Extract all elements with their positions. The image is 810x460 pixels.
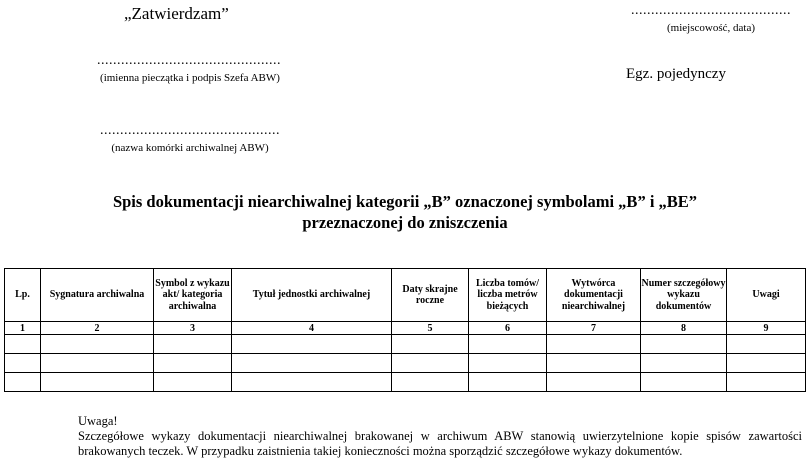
table-cell xyxy=(547,335,641,354)
col-number: 8 xyxy=(641,322,727,335)
table-cell xyxy=(5,354,41,373)
col-dates: Daty skrajne roczne xyxy=(392,269,469,322)
col-symbol: Symbol z wykazu akt/ kategoria archiwalna xyxy=(154,269,232,322)
table-cell xyxy=(392,354,469,373)
note-body: Szczegółowe wykazy dokumentacji niearchiwalnej brakowanej w archiwum ABW stanowią uwierzytelnione kopie spisów zawartości brakowanych teczek. W przypadku zaistnienia takiej konieczności można sporządzić szczegółowe wykazy dokumentów. xyxy=(78,429,802,458)
table-cell xyxy=(41,335,154,354)
table-row xyxy=(5,354,806,373)
table-cell xyxy=(469,335,547,354)
place-date-dots: ........................................ xyxy=(631,3,791,18)
table-cell xyxy=(392,335,469,354)
col-remarks: Uwagi xyxy=(727,269,806,322)
table-cell xyxy=(547,373,641,392)
place-date-caption: (miejscowość, data) xyxy=(667,22,755,34)
col-title: Tytuł jednostki archiwalnej xyxy=(232,269,392,322)
approval-label: „Zatwierdzam” xyxy=(124,4,229,23)
table-cell xyxy=(5,335,41,354)
signature-dots: .............................................. xyxy=(97,53,281,68)
col-number: 3 xyxy=(154,322,232,335)
col-number: 1 xyxy=(5,322,41,335)
col-number: 9 xyxy=(727,322,806,335)
table-cell xyxy=(154,354,232,373)
table-cell xyxy=(41,373,154,392)
table-cell xyxy=(641,354,727,373)
table-cell xyxy=(547,354,641,373)
table-row xyxy=(5,373,806,392)
table-cell xyxy=(392,373,469,392)
copy-label: Egz. pojedynczy xyxy=(626,66,726,82)
document-title-line2: przeznaczonej do zniszczenia xyxy=(302,213,508,232)
table-cell xyxy=(641,373,727,392)
col-lp: Lp. xyxy=(5,269,41,322)
signature-caption: (imienna pieczątka i podpis Szefa ABW) xyxy=(100,72,280,84)
table-cell xyxy=(232,335,392,354)
table-cell xyxy=(469,373,547,392)
table-cell xyxy=(232,354,392,373)
col-creator: Wytwórca dokumentacji niearchiwalnej xyxy=(547,269,641,322)
table-cell xyxy=(727,335,806,354)
col-signature: Sygnatura archiwalna xyxy=(41,269,154,322)
column-number-row xyxy=(5,322,806,335)
table-cell xyxy=(641,335,727,354)
col-volumes: Liczba tomów/ liczba metrów bieżących xyxy=(469,269,547,322)
header-row xyxy=(5,269,806,322)
document-title-line1: Spis dokumentacji niearchiwalnej kategorii „B” oznaczonej symbolami „B” i „BE” xyxy=(112,192,698,211)
table-cell xyxy=(41,354,154,373)
unit-dots: ............................................. xyxy=(100,123,280,138)
table-cell xyxy=(154,373,232,392)
col-number: 5 xyxy=(392,322,469,335)
col-list-number: Numer szczegółowy wykazu dokumentów xyxy=(641,269,727,322)
table-cell xyxy=(469,354,547,373)
col-number: 4 xyxy=(232,322,392,335)
table-cell xyxy=(5,373,41,392)
table-cell xyxy=(154,335,232,354)
unit-caption: (nazwa komórki archiwalnej ABW) xyxy=(111,142,269,154)
table-row xyxy=(5,335,806,354)
table-cell xyxy=(727,373,806,392)
table-cell xyxy=(232,373,392,392)
col-number: 2 xyxy=(41,322,154,335)
disposal-table xyxy=(4,268,806,392)
table-cell xyxy=(727,354,806,373)
note-heading: Uwaga! xyxy=(78,414,118,428)
col-number: 7 xyxy=(547,322,641,335)
col-number: 6 xyxy=(469,322,547,335)
